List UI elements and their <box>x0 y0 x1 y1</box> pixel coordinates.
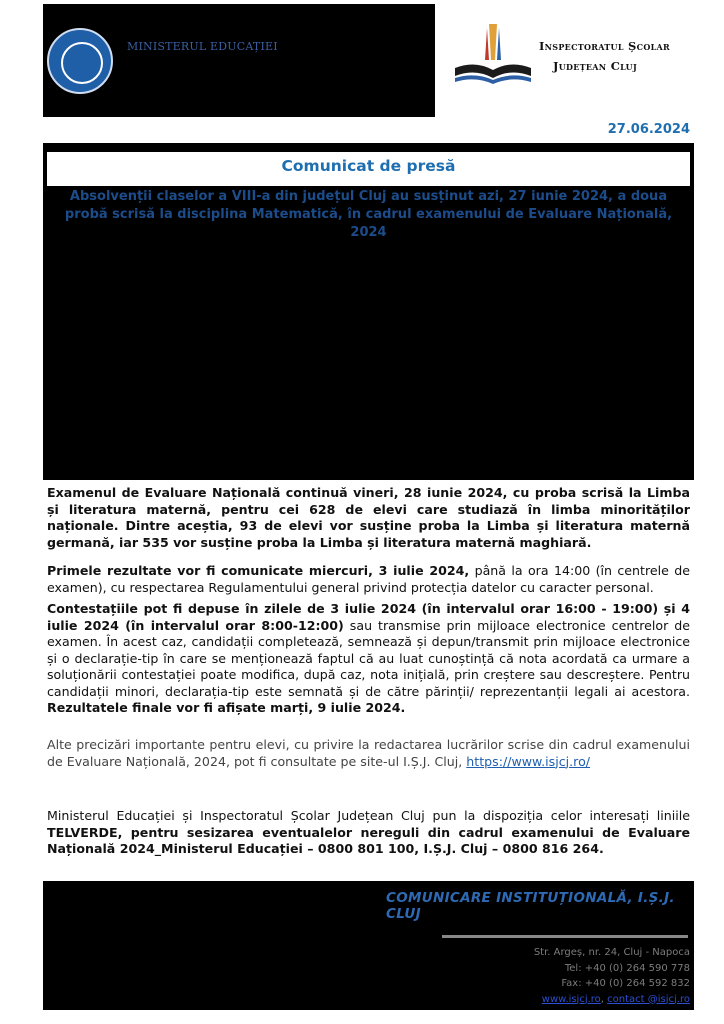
contact-tel: Tel: +40 (0) 264 590 778 <box>564 962 690 974</box>
contact-fax: Fax: +40 (0) 264 592 832 <box>561 978 690 989</box>
press-date: 27.06.2024 <box>607 122 690 137</box>
romanian-government-seal-icon <box>47 28 113 94</box>
paragraph-3-text: sau transmise prin mijloace electronice centrelor de examen. În acest caz, candidații completează, semnează și depun/transmit prin mijloace electronice și o declarație-tip în care se menționează faptul că au luat cunoștință că nota acordată ca urmare a soluționării contestației poate modifica, după caz, nota inițială, prin creștere sau descreștere. Pentru candidații minori, declarația-tip este semnată și de către părinții/ reprezentanții legali ai acestora. <box>47 617 691 699</box>
date-bar <box>43 117 694 143</box>
paragraph-4-text: Alte precizări importante pentru elevi, cu privire la redactarea lucrărilor scrise din cadrul examenului de Evaluare Națională, 2024, pot fi consultate pe site-ul I.Ș.J. Cluj, <box>47 737 690 769</box>
seal-emblem <box>61 42 103 84</box>
website-link[interactable]: www.isjcj.ro <box>541 993 601 1005</box>
title-box <box>47 152 690 186</box>
document-page <box>43 4 694 1010</box>
paragraph-5-bold: TELVERDE, pentru sesizarea eventualelor nereguli din cadrul examenului de Evaluare Națională 2024_Ministerul Educației – 0800 801 100, I.Ș.J. Cluj – 0800 816 264. <box>47 824 690 856</box>
paragraph-telverde <box>43 808 694 858</box>
paragraph-3-final-results: Rezultatele finale vor fi afișate marți, 9 iulie 2024. <box>47 700 406 715</box>
contact-address: Str. Argeș, nr. 24, Cluj - Napoca <box>533 947 690 958</box>
email-link[interactable]: contact @isjcj.ro <box>607 993 690 1005</box>
ministry-name: MINISTERUL EDUCAȚIEI <box>127 40 278 53</box>
isj-name-line1: Inspectoratul Școlar <box>539 39 670 53</box>
press-body <box>43 480 694 881</box>
isj-name-line2: Județean Cluj <box>553 59 638 73</box>
paragraph-5-text: Ministerul Educației și Inspectoratul Școlar Județean Cluj pun la dispoziția celor interesați liniile <box>47 808 690 823</box>
paragraph-1-text: Examenul de Evaluare Națională continuă vineri, 28 iunie 2024, cu proba scrisă la Limba și literatura maternă, pentru cei 628 de elevi care studiază în limba minorităților naționale. Dintre aceștia, 93 de elevi vor susține proba la Limba și literatura maternă germană, iar 535 vor susține proba la Limba și literatura maternă maghiară. <box>47 485 690 550</box>
page-title: Comunicat de presă <box>281 157 456 175</box>
paragraph-3-bold: Contestațiile pot fi depuse în zilele de 3 iulie 2024 (în intervalul orar 16:00 - 19:00) și 4 iulie 2024 (în intervalul orar 8:00-12:00) <box>47 601 690 633</box>
isj-book-pen-logo-icon <box>451 20 535 98</box>
ministry-header <box>43 4 435 117</box>
institutional-communication-label: COMUNICARE INSTITUȚIONALĂ, I.Ș.J. CLUJ <box>386 890 675 922</box>
paragraph-2-bold: Primele rezultate vor fi comunicate miercuri, 3 iulie 2024, <box>47 563 470 578</box>
paragraph-contestations <box>43 601 694 717</box>
paragraph-2-text: până la ora 14:00 (în centrele de examen), cu respectarea Regulamentului general privind protecția datelor cu caracter personal. <box>47 563 690 595</box>
paragraph-further-info <box>43 737 694 770</box>
footer-divider <box>442 935 688 938</box>
isj-header <box>435 4 694 117</box>
paragraph-first-results <box>43 563 694 596</box>
paragraph-exam-continuation <box>43 485 694 551</box>
isjcj-website-link[interactable]: https://www.isjcj.ro/ <box>466 753 591 769</box>
isj-name <box>539 36 670 76</box>
press-subtitle: Absolvenții claselor a VIII-a din județul Cluj au susținut azi, 27 iunie 2024, a doua probă scrisă la disciplina Matematică, în cadrul examenului de Evaluare Națională, 2024 <box>64 189 673 240</box>
contact-block <box>534 945 690 1007</box>
contact-links: www.isjcj.ro, contact @isjcj.ro <box>541 993 690 1005</box>
